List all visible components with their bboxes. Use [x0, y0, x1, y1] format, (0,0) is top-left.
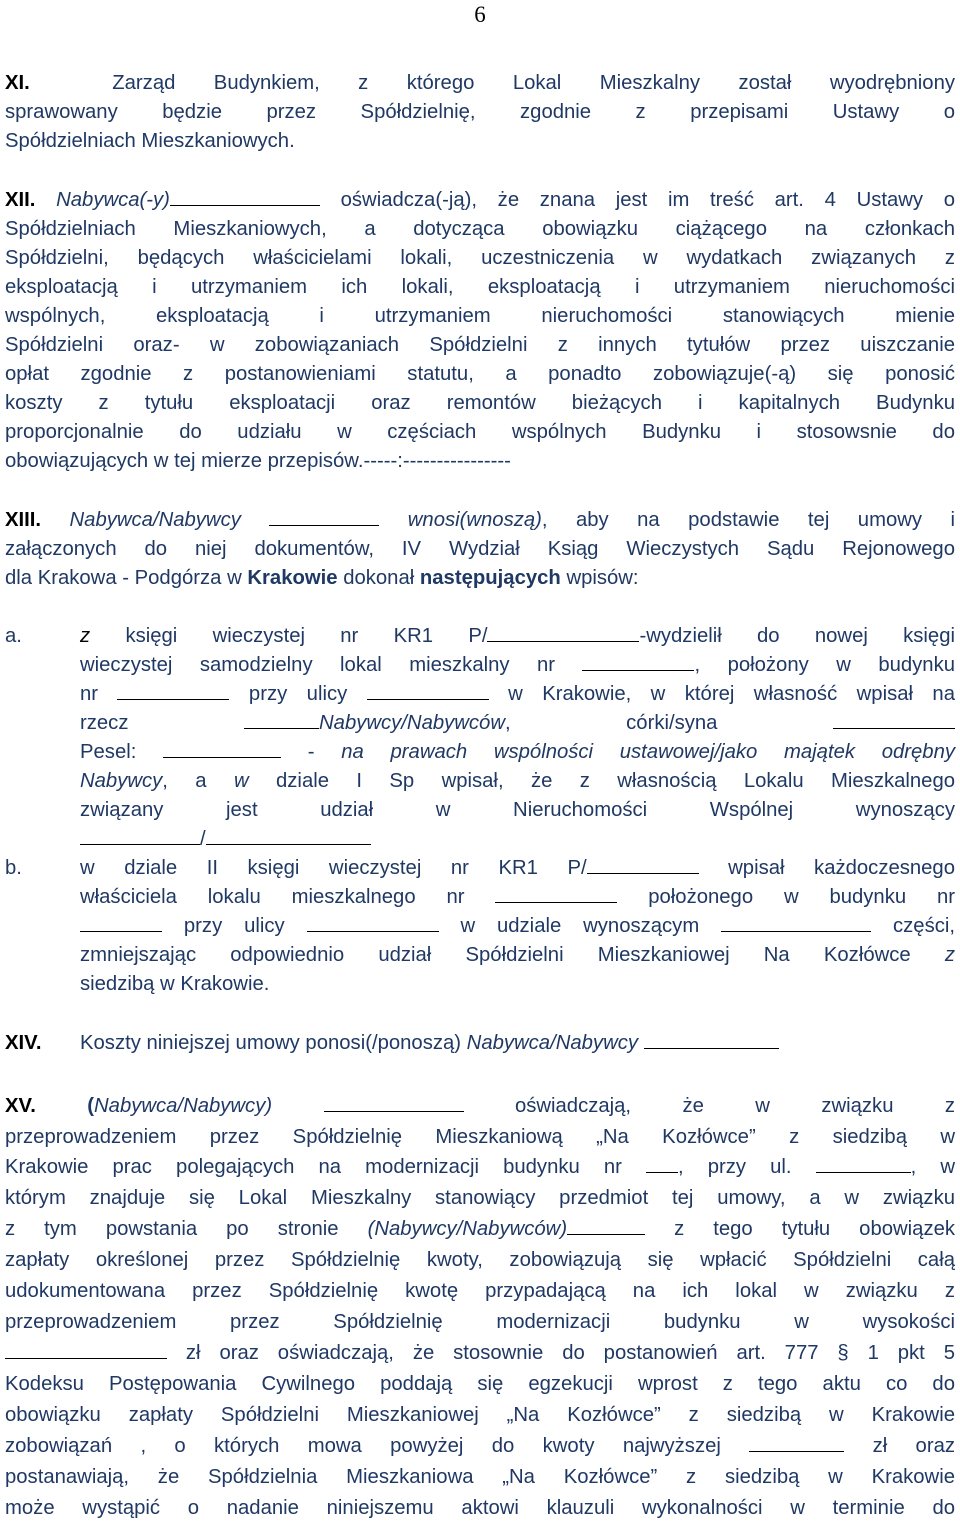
fill-in-blank: [5, 1339, 167, 1359]
fill-in-blank: [644, 1029, 779, 1049]
fill-in-blank: [567, 1215, 645, 1235]
fill-in-blank: [170, 186, 320, 206]
item-b-line-2: właściciela lokalu mieszkalnego nr położonego w budynku nr: [80, 883, 955, 912]
item-b-line-3: przy ulicy w udziale wynoszącym części,: [80, 912, 955, 941]
fill-in-blank: [117, 680, 229, 700]
fill-in-blank: [587, 854, 699, 874]
item-a-line-3: nr przy ulicy w Krakowie, w której własność wpisał na: [80, 680, 955, 709]
item-a-line-1: z księgi wieczystej nr KR1 P/ -wydzielił do nowej księgi: [80, 622, 955, 651]
item-b-line-1: w dziale II księgi wieczystej nr KR1 P/ wpisał każdoczesnego: [80, 854, 955, 883]
section-xii-line-6: Spółdzielni oraz- w zobowiązaniach Spółdzielni z innych tytułów przez uiszczanie: [5, 334, 955, 356]
section-xiii-line-2: załączonych do niej dokumentów, IV Wydział Ksiąg Wieczystych Sądu Rejonowego: [5, 538, 955, 560]
section-number: XII.: [5, 189, 36, 211]
section-xv-line-10: Kodeksu Postępowania Cywilnego poddają się egzekucji wprost z tego aktu co do: [5, 1373, 955, 1395]
fill-in-blank: [80, 912, 162, 932]
fill-in-blank: [721, 912, 871, 932]
fill-in-blank: [269, 506, 379, 526]
item-a-line-6: Nabywcy, a w dziale I Sp wpisał, że z własnością Lokalu Mieszkalnego: [80, 770, 956, 792]
fill-in-blank: [646, 1153, 678, 1173]
section-xv-line-4: którym znajduje się Lokal Mieszkalny stanowiący przedmiot tej umowy, a w związku: [5, 1187, 955, 1209]
fill-in-blank: [582, 651, 694, 671]
section-xii-line-5: wspólnych, eksploatacją i utrzymaniem nieruchomości stanowiących mienie: [5, 305, 955, 327]
section-xv-line-12: zobowiązań , o których mowa powyżej do kwoty najwyższej zł oraz: [5, 1432, 955, 1461]
section-xii-line-4: eksploatacją i utrzymaniem ich lokali, eksploatacją i utrzymaniem nieruchomości: [5, 276, 955, 298]
section-number: XIII.: [5, 509, 42, 531]
section-number: XI.: [5, 72, 30, 94]
fill-in-blank: [163, 738, 281, 758]
section-xv-line-11: obowiązku zapłaty Spółdzielni Mieszkaniowej „Na Kozłówce” z siedzibą w Krakowie: [5, 1404, 955, 1426]
item-a-line-5: Pesel: - na prawach wspólności ustawowej/jako majątek odrębny: [80, 738, 955, 767]
section-xv-line-2: przeprowadzeniem przez Spółdzielnię Mieszkaniową „Na Kozłówce” z siedzibą w: [5, 1126, 955, 1148]
page-number: 6: [474, 2, 486, 27]
fill-in-blank: [324, 1092, 464, 1112]
fill-in-blank: [833, 709, 955, 729]
section-xii-line-9: proporcjonalnie do udziału w częściach wspólnych Budynku i stosowsnie do: [5, 421, 955, 443]
fill-in-blank: [495, 883, 617, 903]
section-xiii-line-1: XIII. Nabywca/Nabywcy wnosi(wnoszą), aby na podstawie tej umowy i: [5, 506, 955, 535]
item-a-label: a.: [5, 625, 22, 647]
section-xv-line-14: może wystąpić o nadanie niniejszemu aktowi klauzuli wykonalności w terminie do: [5, 1497, 955, 1519]
section-xv-line-7: udokumentowana przez Spółdzielnię kwotę przypadającą na ich lokal w związku z: [5, 1280, 955, 1302]
section-xi-line-2: sprawowany będzie przez Spółdzielnię, zgodnie z przepisami Ustawy o: [5, 101, 955, 123]
item-b-line-4: zmniejszając odpowiednio udział Spółdzielni Mieszkaniowej Na Kozłówce z: [80, 944, 955, 966]
item-a-line-7: związany jest udział w Nieruchomości Wspólnej wynoszący: [80, 799, 955, 821]
section-xii-line-10: obowiązujących w tej mierze przepisów.-----:----------------: [5, 450, 511, 472]
fill-in-blank: [487, 622, 639, 642]
fill-in-blank: [816, 1153, 911, 1173]
section-xi-line-3: Spółdzielniach Mieszkaniowych.: [5, 130, 295, 152]
item-b-line-5: siedzibą w Krakowie.: [80, 973, 270, 995]
fill-in-blank: [367, 680, 489, 700]
item-a-line-8: /: [80, 825, 955, 854]
section-xv-line-13: postanawiają, że Spółdzielnia Mieszkaniowa „Na Kozłówce” z siedzibą w Krakowie: [5, 1466, 955, 1488]
fill-in-blank: [307, 912, 439, 932]
section-xv-line-3: Krakowie prac polegających na modernizacji budynku nr , przy ul. , w: [5, 1153, 955, 1182]
fill-in-blank: [749, 1432, 844, 1452]
section-xv-line-6: zapłaty określonej przez Spółdzielnię kwoty, zobowiązują się wpłacić Spółdzielni całą: [5, 1249, 955, 1271]
item-b-label: b.: [5, 857, 22, 879]
section-xv-line-9: zł oraz oświadczają, że stosownie do postanowień art. 777 § 1 pkt 5: [5, 1339, 955, 1368]
section-xiv-line-1: XIV. Koszty niniejszej umowy ponosi(/ponoszą) Nabywca/Nabywcy: [5, 1029, 955, 1058]
fill-in-blank: [80, 825, 200, 845]
section-xv-line-5: z tym powstania po stronie (Nabywcy/Nabywców) z tego tytułu obowiązek: [5, 1215, 955, 1244]
section-xv-line-8: przeprowadzeniem przez Spółdzielnię modernizacji budynku w wysokości: [5, 1311, 955, 1333]
section-xii-line-7: opłat zgodnie z postanowieniami statutu, a ponadto zobowiązuje(-ą) się ponosić: [5, 363, 955, 385]
section-xii-line-3: Spółdzielni, będących właścicielami lokali, uczestniczenia w wydatkach związanych z: [5, 247, 955, 269]
section-xiii-line-3: dla Krakowa - Podgórza w Krakowie dokonał następujących wpisów:: [5, 567, 639, 589]
section-xii-line-1: XII. Nabywca(-y) oświadcza(-ją), że znana jest im treść art. 4 Ustawy o: [5, 186, 955, 215]
fill-in-blank: [244, 709, 319, 729]
section-xi-line-1: XI. Zarząd Budynkiem, z którego Lokal Mieszkalny został wyodrębniony: [5, 72, 956, 94]
section-xii-line-2: Spółdzielniach Mieszkaniowych, a dotycząca obowiązku ciążącego na członkach: [5, 218, 955, 240]
section-number: XIV.: [5, 1032, 42, 1054]
section-xii-line-8: koszty z tytułu eksploatacji oraz remontów bieżących i kapitalnych Budynku: [5, 392, 955, 414]
item-a-line-4: rzecz Nabywcy/Nabywców, córki/syna: [80, 709, 955, 738]
item-a-line-2: wieczystej samodzielny lokal mieszkalny nr , położony w budynku: [80, 651, 955, 680]
section-xv-line-1: XV. (Nabywca/Nabywcy) oświadczają, że w związku z: [5, 1092, 955, 1121]
section-number: XV.: [5, 1095, 36, 1117]
fill-in-blank: [206, 825, 371, 845]
